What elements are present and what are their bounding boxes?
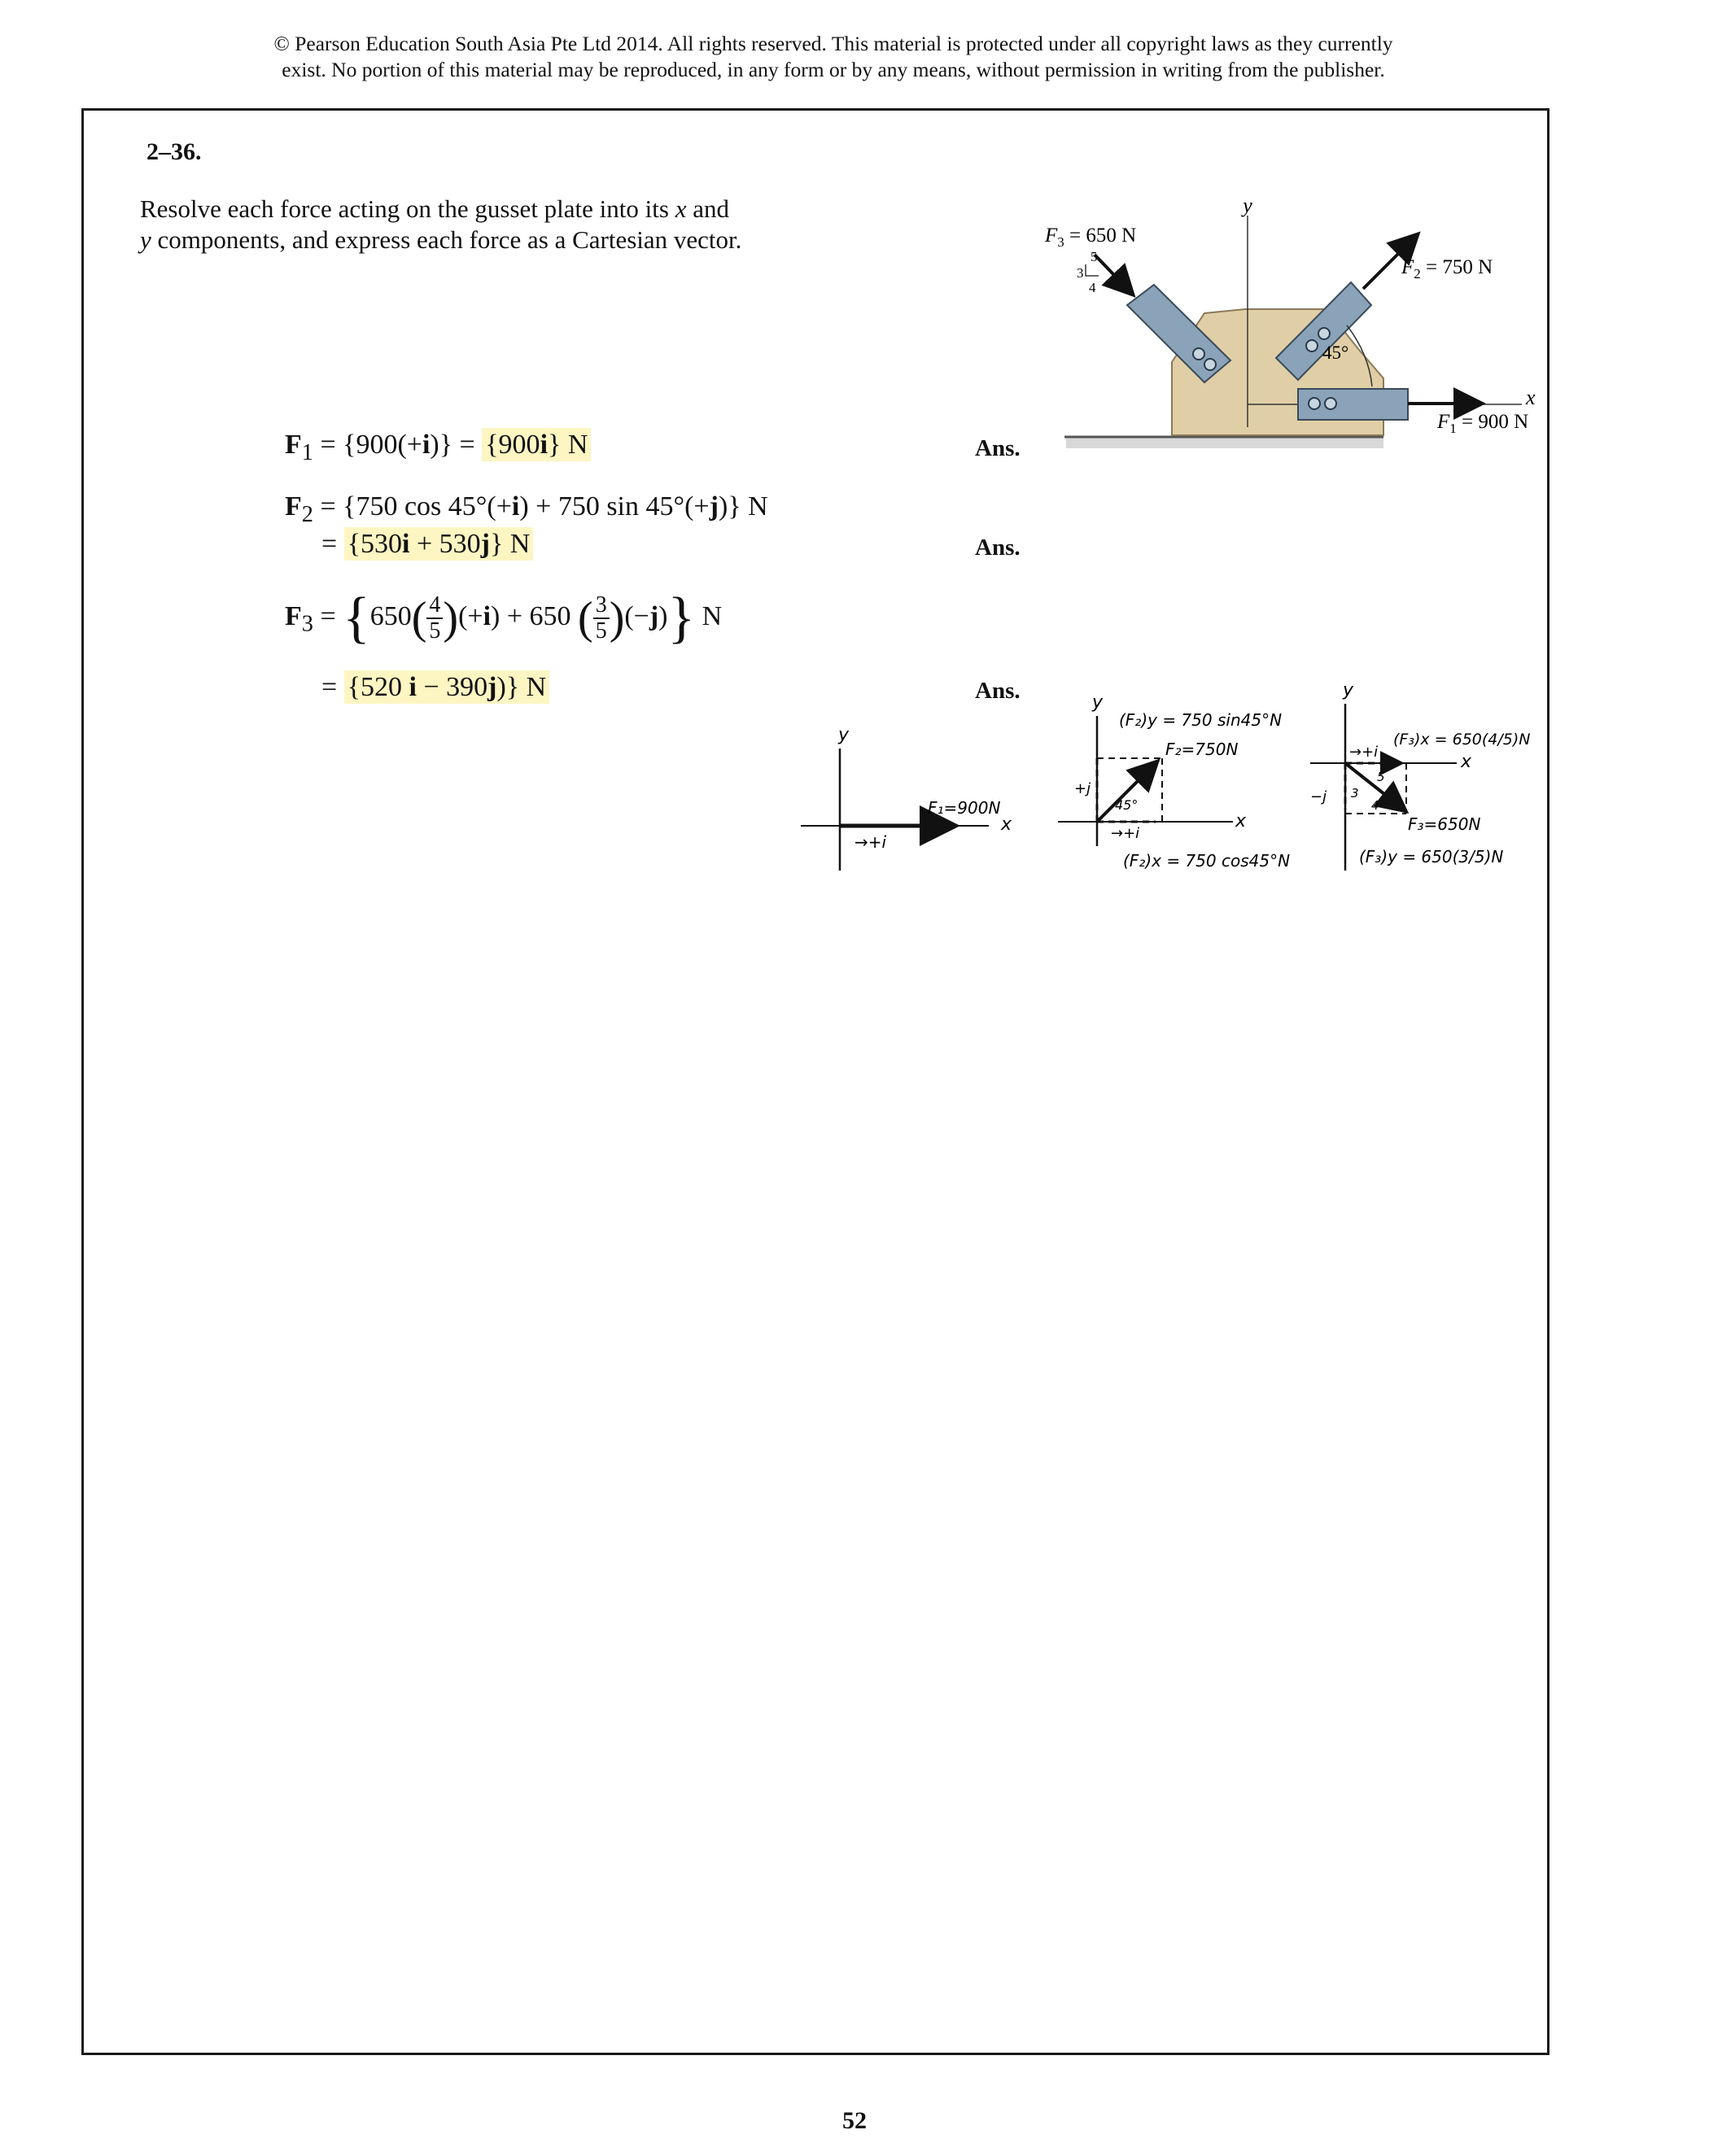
fraction-4-5: $\frac{4}{5}$: [426, 593, 443, 644]
slope-triangle: [1086, 264, 1099, 276]
sketch-f2: [1058, 692, 1290, 871]
statement-x: x: [675, 194, 687, 223]
fig-y-label: y: [1243, 194, 1252, 217]
f2-result: {530i + 530j} N: [344, 527, 534, 561]
svg-text:→+i: →+i: [854, 832, 887, 852]
equation-f3-line2: = {520 i − 390j)} N: [321, 672, 549, 703]
svg-text:+j: +j: [1074, 780, 1091, 797]
copyright-notice: [0, 31, 1667, 83]
sketch-f1: [801, 725, 1012, 871]
fig-f2-label: $F_2 = 750$ N: [1401, 256, 1493, 282]
f1-member: [1298, 389, 1408, 420]
ans-f3: Ans.: [975, 678, 1021, 704]
f3-arrow: [1095, 255, 1131, 293]
fig-tri-hyp: 5: [1091, 249, 1098, 264]
problem-number: 2–36.: [146, 138, 202, 165]
svg-text:x: x: [1001, 814, 1012, 835]
svg-text:→+i: →+i: [1111, 825, 1140, 842]
svg-text:x: x: [1461, 752, 1472, 772]
fig-f3-label: $F_3 = 650$ N: [1045, 225, 1137, 250]
fraction-3-5: $\frac{3}{5}$: [593, 593, 610, 644]
svg-text:−j: −j: [1310, 788, 1327, 805]
svg-text:F₂=750N: F₂=750N: [1165, 740, 1239, 759]
svg-text:F₁=900N: F₁=900N: [928, 798, 1001, 818]
statement-text-1: Resolve each force acting on the gusset plate into its: [140, 194, 675, 223]
problem-statement: [140, 194, 791, 255]
ans-f1: Ans.: [975, 435, 1021, 461]
svg-text:y: y: [838, 725, 850, 745]
equation-f1: $F_1 = \{900(+i)\} = \{900i\}$ N: [285, 430, 591, 466]
fig-tri-vert: 3: [1077, 265, 1084, 281]
svg-text:3: 3: [1351, 786, 1359, 801]
fig-angle-label: 45°: [1322, 343, 1349, 363]
equation-f2-line1: $F_2 = \{750$ cos 45°(+i) + 750 sin 45°(+j)} N: [285, 491, 768, 527]
svg-text:(F₂)x = 750 cos45°N: (F₂)x = 750 cos45°N: [1123, 851, 1291, 871]
f3-result: {520 i − 390j)} N: [344, 670, 550, 704]
svg-text:y: y: [1343, 680, 1354, 700]
svg-text:(F₃)x = 650(4/5)N: (F₃)x = 650(4/5)N: [1393, 731, 1531, 748]
fig-x-label: x: [1526, 386, 1536, 409]
fig-tri-horiz: 4: [1089, 280, 1096, 295]
svg-text:5: 5: [1377, 770, 1385, 784]
statement-y: y: [140, 225, 151, 254]
equation-f2-line2: = {530i + 530j} N: [321, 529, 533, 560]
svg-text:F₃=650N: F₃=650N: [1408, 814, 1481, 834]
page-number: 52: [842, 2107, 867, 2134]
f1-result: {900i} N: [482, 428, 591, 461]
copyright-line-2: exist. No portion of this material may be reproduced, in any form or by any means, without permission in writing from the publisher.: [282, 58, 1385, 81]
svg-text:(F₂)y = 750 sin45°N: (F₂)y = 750 sin45°N: [1119, 710, 1283, 730]
svg-text:y: y: [1092, 692, 1104, 713]
ans-f2: Ans.: [975, 535, 1021, 561]
svg-text:→+i: →+i: [1349, 744, 1379, 761]
svg-text:45°: 45°: [1115, 797, 1139, 813]
sketch-f3: [1310, 680, 1531, 871]
gusset-plate-figure: [1045, 191, 1554, 468]
statement-text-3: components, and express each force as a Cartesian vector.: [151, 225, 742, 254]
ground: [1066, 437, 1383, 448]
fig-f1-label: $F_1 = 900$ N: [1437, 411, 1529, 436]
copyright-line-1: © Pearson Education South Asia Pte Ltd 2014. All rights reserved. This material is protected under all copyright laws as they currently: [273, 32, 1393, 55]
hand-sketches: [789, 667, 1554, 887]
equation-f3-line1: $F_3 = \{650$( $\frac{4}{5}$ )(+i) + 650 ( $\frac{3}{5}$ )(−j)} N: [285, 587, 723, 649]
svg-text:(F₃)y = 650(3/5)N: (F₃)y = 650(3/5)N: [1359, 847, 1504, 866]
svg-text:x: x: [1235, 811, 1247, 831]
svg-text:4: 4: [1371, 798, 1379, 813]
statement-text-2: and: [686, 194, 729, 223]
